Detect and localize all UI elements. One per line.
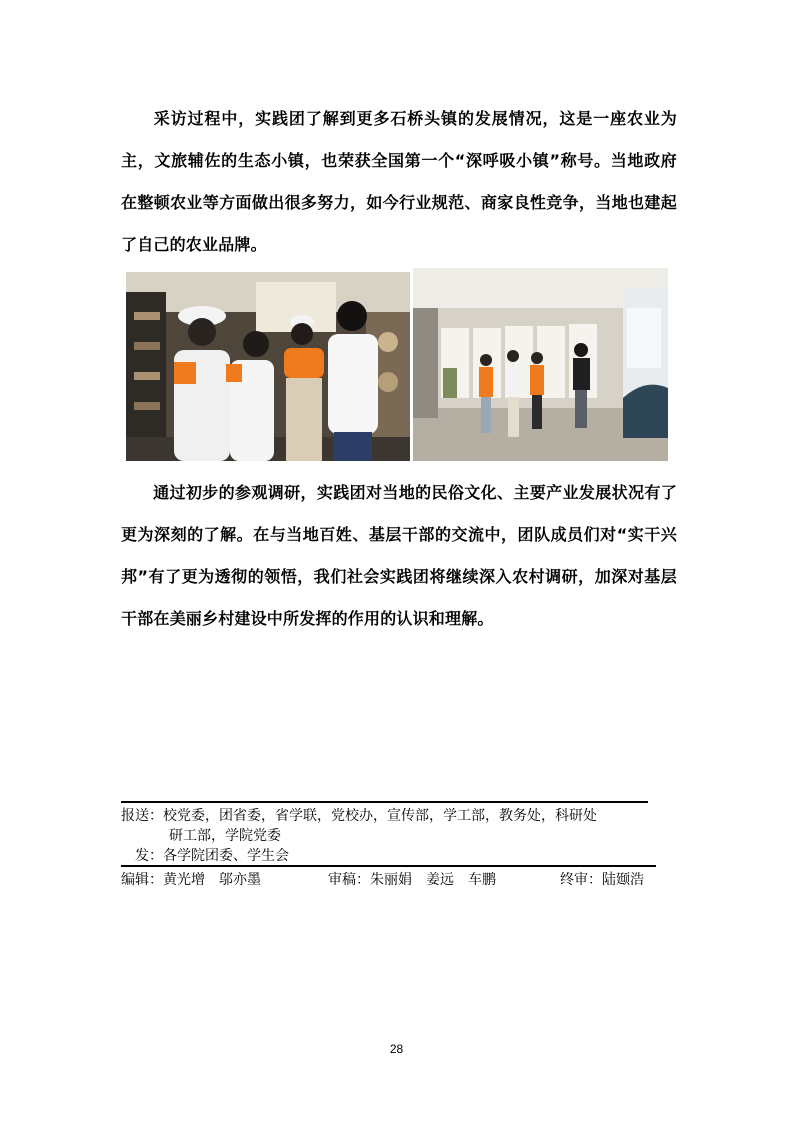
page-number: 28 — [389, 1042, 404, 1056]
photo-pottery-shop — [126, 272, 410, 461]
footer-middle-rule — [121, 865, 656, 867]
editors-credit: 编辑：黄光增 邬亦墨 — [121, 872, 261, 888]
final-review-credit: 终审：陆颋浩 — [560, 872, 644, 888]
paragraph-2 — [121, 472, 677, 640]
photo-exhibition-hall — [413, 268, 668, 461]
paragraph-1 — [121, 98, 677, 266]
distribution-line-3: 发：各学院团委、学生会 — [135, 848, 289, 864]
footer-top-rule — [121, 801, 648, 803]
distribution-line-1: 报送：校党委，团省委，省学联，党校办，宣传部，学工部，教务处，科研处 — [121, 808, 597, 824]
paragraph-1-text: 采访过程中，实践团了解到更多石桥头镇的发展情况，这是一座农业为主，文旅辅佐的生态小镇，也荣获全国第一个“深呼吸小镇”称号。当地政府在整顿农业等方面做出很多努力，如今行业规范、商家良性竞争，当地也建起了自己的农业品牌。 — [121, 109, 677, 254]
reviewers-credit: 审稿：朱丽娟 姜远 车鹏 — [328, 872, 496, 888]
distribution-line-2: 研工部，学院党委 — [169, 828, 281, 844]
paragraph-2-text: 通过初步的参观调研，实践团对当地的民俗文化、主要产业发展状况有了更为深刻的了解。在与当地百姓、基层干部的交流中，团队成员们对“实干兴邦”有了更为透彻的领悟，我们社会实践团将继续深入农村调研，加深对基层干部在美丽乡村建设中所发挥的作用的认识和理解。 — [121, 483, 677, 628]
